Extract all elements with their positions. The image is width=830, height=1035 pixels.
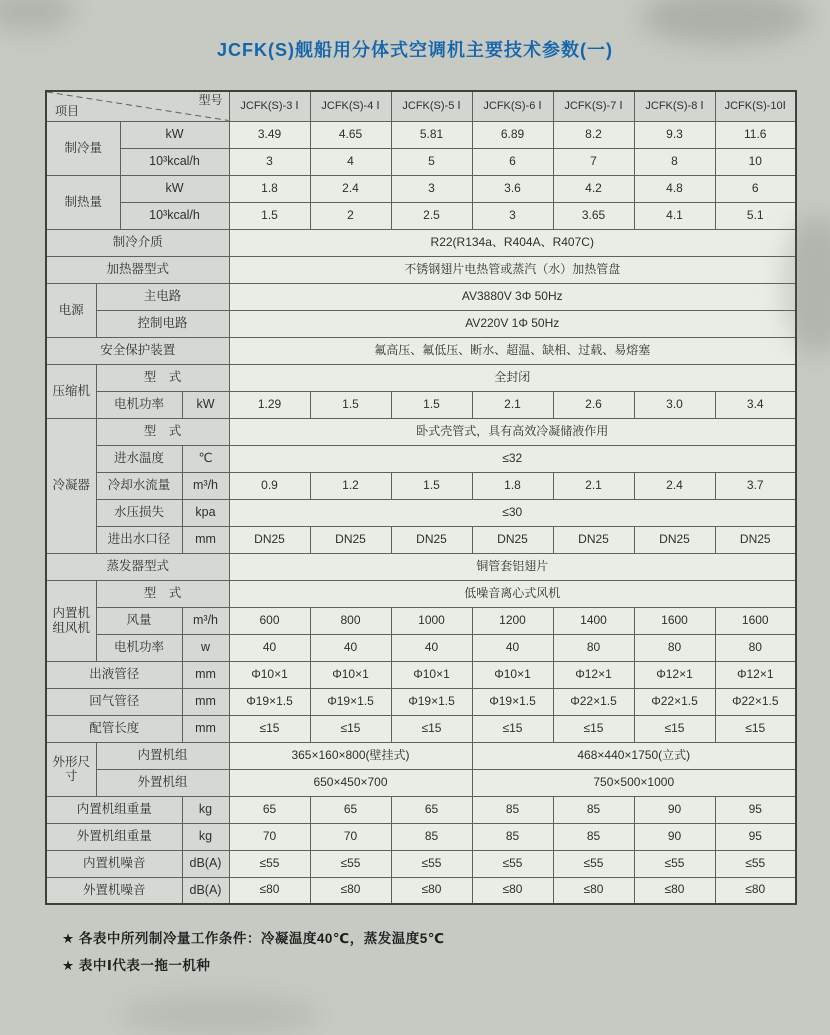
value-cell: 8: [634, 148, 715, 175]
table-row: [46, 391, 796, 418]
value-cell: 80: [715, 634, 796, 661]
value-cell: 2.4: [310, 175, 391, 202]
value-cell: 85: [391, 823, 472, 850]
value-cell: 2.4: [634, 472, 715, 499]
table-row: [46, 337, 796, 364]
value-cell: 3.49: [229, 121, 310, 148]
value-cell: 650×450×700: [229, 769, 472, 796]
value-cell: ≤80: [391, 877, 472, 904]
value-cell: 3.7: [715, 472, 796, 499]
value-cell: Φ12×1: [553, 661, 634, 688]
spec-table: [45, 90, 797, 905]
value-cell: 5: [391, 148, 472, 175]
value-cell: 85: [472, 823, 553, 850]
value-cell: ≤15: [553, 715, 634, 742]
value-cell: Φ10×1: [391, 661, 472, 688]
corner-label-item: 项目: [55, 103, 80, 118]
value-cell: 5.1: [715, 202, 796, 229]
value-cell: 1.2: [310, 472, 391, 499]
value-cell: 铜管套铝翅片: [229, 553, 796, 580]
value-cell: ≤15: [391, 715, 472, 742]
row-label-cell: 电机功率: [96, 634, 182, 661]
value-cell: Φ10×1: [229, 661, 310, 688]
value-cell: ≤80: [310, 877, 391, 904]
value-cell: 1.8: [229, 175, 310, 202]
value-cell: ≤15: [229, 715, 310, 742]
value-cell: 1600: [634, 607, 715, 634]
value-cell: 3: [472, 202, 553, 229]
value-cell: 8.2: [553, 121, 634, 148]
table-row: [46, 580, 796, 607]
table-row: [46, 229, 796, 256]
value-cell: ≤80: [553, 877, 634, 904]
value-cell: 全封闭: [229, 364, 796, 391]
row-label-cell: 进出水口径: [96, 526, 182, 553]
row-label-cell: mm: [182, 715, 229, 742]
value-cell: 1200: [472, 607, 553, 634]
value-cell: 低噪音离心式风机: [229, 580, 796, 607]
value-cell: ≤55: [715, 850, 796, 877]
value-cell: ≤80: [472, 877, 553, 904]
value-cell: Φ22×1.5: [553, 688, 634, 715]
value-cell: 95: [715, 823, 796, 850]
row-label-cell: 控制电路: [96, 310, 229, 337]
value-cell: 4.8: [634, 175, 715, 202]
value-cell: 65: [391, 796, 472, 823]
row-label-cell: 型 式: [96, 418, 229, 445]
value-cell: 600: [229, 607, 310, 634]
table-row: [46, 796, 796, 823]
table-row: [46, 256, 796, 283]
row-label-cell: 风量: [96, 607, 182, 634]
row-label-cell: 10³kcal/h: [120, 202, 229, 229]
value-cell: 1000: [391, 607, 472, 634]
value-cell: AV220V 1Φ 50Hz: [229, 310, 796, 337]
value-cell: 7: [553, 148, 634, 175]
value-cell: 70: [310, 823, 391, 850]
value-cell: 4.1: [634, 202, 715, 229]
model-column-header: JCFK(S)-10Ⅰ: [715, 91, 796, 121]
value-cell: 6.89: [472, 121, 553, 148]
row-label-cell: 内置机组重量: [46, 796, 182, 823]
value-cell: 85: [553, 796, 634, 823]
row-label-cell: 配管长度: [46, 715, 182, 742]
row-label-cell: kg: [182, 823, 229, 850]
row-label-cell: dB(A): [182, 850, 229, 877]
value-cell: 4.65: [310, 121, 391, 148]
value-cell: ≤55: [310, 850, 391, 877]
row-label-cell: 外置机组重量: [46, 823, 182, 850]
row-label-cell: 电源: [46, 283, 96, 337]
value-cell: 2.6: [553, 391, 634, 418]
row-label-cell: 出液管径: [46, 661, 182, 688]
value-cell: Φ10×1: [472, 661, 553, 688]
value-cell: ≤15: [310, 715, 391, 742]
row-label-cell: 主电路: [96, 283, 229, 310]
value-cell: 85: [553, 823, 634, 850]
value-cell: Φ12×1: [634, 661, 715, 688]
table-row: [46, 310, 796, 337]
value-cell: 3: [391, 175, 472, 202]
table-row: [46, 769, 796, 796]
value-cell: 不锈钢翅片电热管或蒸汽（水）加热管盘: [229, 256, 796, 283]
row-label-cell: m³/h: [182, 472, 229, 499]
value-cell: 90: [634, 823, 715, 850]
value-cell: Φ12×1: [715, 661, 796, 688]
row-label-cell: 回气管径: [46, 688, 182, 715]
value-cell: 氟高压、氟低压、断水、超温、缺相、过载、易熔塞: [229, 337, 796, 364]
row-label-cell: 压缩机: [46, 364, 96, 418]
row-label-cell: kpa: [182, 499, 229, 526]
value-cell: Φ19×1.5: [310, 688, 391, 715]
table-row: [46, 121, 796, 148]
row-label-cell: kW: [120, 175, 229, 202]
model-column-header: JCFK(S)-8 Ⅰ: [634, 91, 715, 121]
footnote: ★ 各表中所列制冷量工作条件：冷凝温度40℃，蒸发温度5℃: [62, 931, 445, 946]
value-cell: 0.9: [229, 472, 310, 499]
value-cell: Φ22×1.5: [715, 688, 796, 715]
value-cell: ≤80: [229, 877, 310, 904]
model-column-header: JCFK(S)-6 Ⅰ: [472, 91, 553, 121]
value-cell: ≤55: [229, 850, 310, 877]
table-row: [46, 526, 796, 553]
row-label-cell: 制热量: [46, 175, 120, 229]
value-cell: 1.5: [229, 202, 310, 229]
value-cell: 2.1: [553, 472, 634, 499]
value-cell: DN25: [634, 526, 715, 553]
value-cell: R22(R134a、R404A、R407C): [229, 229, 796, 256]
value-cell: ≤15: [634, 715, 715, 742]
row-label-cell: 进水温度: [96, 445, 182, 472]
row-label-cell: 外置机噪音: [46, 877, 182, 904]
row-label-cell: 制冷介质: [46, 229, 229, 256]
row-label-cell: 型 式: [96, 580, 229, 607]
row-label-cell: m³/h: [182, 607, 229, 634]
table-row: [46, 499, 796, 526]
value-cell: 70: [229, 823, 310, 850]
value-cell: 5.81: [391, 121, 472, 148]
value-cell: AV3880V 3Φ 50Hz: [229, 283, 796, 310]
value-cell: 11.6: [715, 121, 796, 148]
value-cell: 1.5: [391, 391, 472, 418]
row-label-cell: mm: [182, 661, 229, 688]
row-label-cell: ℃: [182, 445, 229, 472]
row-label-cell: 外形尺寸: [46, 742, 96, 796]
row-label-cell: 内置机组: [96, 742, 229, 769]
row-label-cell: 加热器型式: [46, 256, 229, 283]
value-cell: ≤30: [229, 499, 796, 526]
value-cell: 3.6: [472, 175, 553, 202]
value-cell: ≤15: [472, 715, 553, 742]
value-cell: Φ22×1.5: [634, 688, 715, 715]
model-column-header: JCFK(S)-5 Ⅰ: [391, 91, 472, 121]
value-cell: 2.5: [391, 202, 472, 229]
value-cell: DN25: [229, 526, 310, 553]
row-label-cell: 内置机噪音: [46, 850, 182, 877]
value-cell: 2.1: [472, 391, 553, 418]
row-label-cell: 冷凝器: [46, 418, 96, 553]
value-cell: 4.2: [553, 175, 634, 202]
table-row: [46, 148, 796, 175]
value-cell: DN25: [472, 526, 553, 553]
value-cell: ≤55: [472, 850, 553, 877]
model-column-header: JCFK(S)-3 Ⅰ: [229, 91, 310, 121]
value-cell: 1.5: [391, 472, 472, 499]
model-column-header: JCFK(S)-4 Ⅰ: [310, 91, 391, 121]
footnotes: [62, 925, 830, 979]
value-cell: 750×500×1000: [472, 769, 796, 796]
value-cell: 9.3: [634, 121, 715, 148]
row-label-cell: mm: [182, 688, 229, 715]
value-cell: ≤15: [715, 715, 796, 742]
row-label-cell: mm: [182, 526, 229, 553]
row-label-cell: kg: [182, 796, 229, 823]
value-cell: 65: [229, 796, 310, 823]
table-row: [46, 283, 796, 310]
value-cell: ≤80: [715, 877, 796, 904]
row-label-cell: dB(A): [182, 877, 229, 904]
row-label-cell: 水压损失: [96, 499, 182, 526]
table-row: [46, 715, 796, 742]
row-label-cell: 内置机组风机: [46, 580, 96, 661]
table-row: [46, 742, 796, 769]
value-cell: 3.0: [634, 391, 715, 418]
row-label-cell: 冷却水流量: [96, 472, 182, 499]
footnote: ★ 表中Ⅰ代表一拖一机种: [62, 958, 211, 973]
value-cell: Φ19×1.5: [229, 688, 310, 715]
value-cell: Φ10×1: [310, 661, 391, 688]
value-cell: 40: [229, 634, 310, 661]
value-cell: 1.29: [229, 391, 310, 418]
value-cell: 80: [553, 634, 634, 661]
value-cell: ≤32: [229, 445, 796, 472]
row-label-cell: kW: [182, 391, 229, 418]
page-title: JCFK(S)舰船用分体式空调机主要技术参数(一): [217, 40, 613, 60]
value-cell: 95: [715, 796, 796, 823]
value-cell: DN25: [715, 526, 796, 553]
table-row: [46, 661, 796, 688]
value-cell: 80: [634, 634, 715, 661]
value-cell: 卧式壳管式，具有高效冷凝储液作用: [229, 418, 796, 445]
corner-cell: [46, 91, 229, 121]
value-cell: ≤55: [391, 850, 472, 877]
table-row: [46, 688, 796, 715]
row-label-cell: 电机功率: [96, 391, 182, 418]
value-cell: Φ19×1.5: [391, 688, 472, 715]
row-label-cell: w: [182, 634, 229, 661]
value-cell: 4: [310, 148, 391, 175]
table-row: [46, 823, 796, 850]
value-cell: 1600: [715, 607, 796, 634]
value-cell: 10: [715, 148, 796, 175]
value-cell: DN25: [310, 526, 391, 553]
value-cell: 40: [310, 634, 391, 661]
value-cell: 468×440×1750(立式): [472, 742, 796, 769]
table-row: [46, 877, 796, 904]
value-cell: 1400: [553, 607, 634, 634]
value-cell: 3: [229, 148, 310, 175]
row-label-cell: 型 式: [96, 364, 229, 391]
value-cell: 3.4: [715, 391, 796, 418]
value-cell: 40: [472, 634, 553, 661]
value-cell: 85: [472, 796, 553, 823]
corner-label-model: 型号: [198, 93, 223, 107]
row-label-cell: 蒸发器型式: [46, 553, 229, 580]
model-column-header: JCFK(S)-7 Ⅰ: [553, 91, 634, 121]
value-cell: 40: [391, 634, 472, 661]
row-label-cell: 外置机组: [96, 769, 229, 796]
value-cell: ≤55: [634, 850, 715, 877]
value-cell: 6: [472, 148, 553, 175]
value-cell: 1.8: [472, 472, 553, 499]
table-row: [46, 850, 796, 877]
table-row: [46, 418, 796, 445]
value-cell: ≤55: [553, 850, 634, 877]
value-cell: 90: [634, 796, 715, 823]
value-cell: 2: [310, 202, 391, 229]
table-row: [46, 175, 796, 202]
table-row: [46, 445, 796, 472]
value-cell: DN25: [391, 526, 472, 553]
value-cell: 1.5: [310, 391, 391, 418]
row-label-cell: 制冷量: [46, 121, 120, 175]
value-cell: 365×160×800(壁挂式): [229, 742, 472, 769]
table-row: [46, 202, 796, 229]
value-cell: 6: [715, 175, 796, 202]
row-label-cell: kW: [120, 121, 229, 148]
value-cell: 800: [310, 607, 391, 634]
table-row: [46, 472, 796, 499]
value-cell: 65: [310, 796, 391, 823]
value-cell: ≤80: [634, 877, 715, 904]
value-cell: 3.65: [553, 202, 634, 229]
row-label-cell: 安全保护装置: [46, 337, 229, 364]
row-label-cell: 10³kcal/h: [120, 148, 229, 175]
table-row: [46, 553, 796, 580]
value-cell: Φ19×1.5: [472, 688, 553, 715]
table-row: [46, 634, 796, 661]
table-header-row: [46, 91, 796, 121]
scan-artifact-blob: [120, 995, 320, 1035]
value-cell: DN25: [553, 526, 634, 553]
table-row: [46, 364, 796, 391]
table-row: [46, 607, 796, 634]
